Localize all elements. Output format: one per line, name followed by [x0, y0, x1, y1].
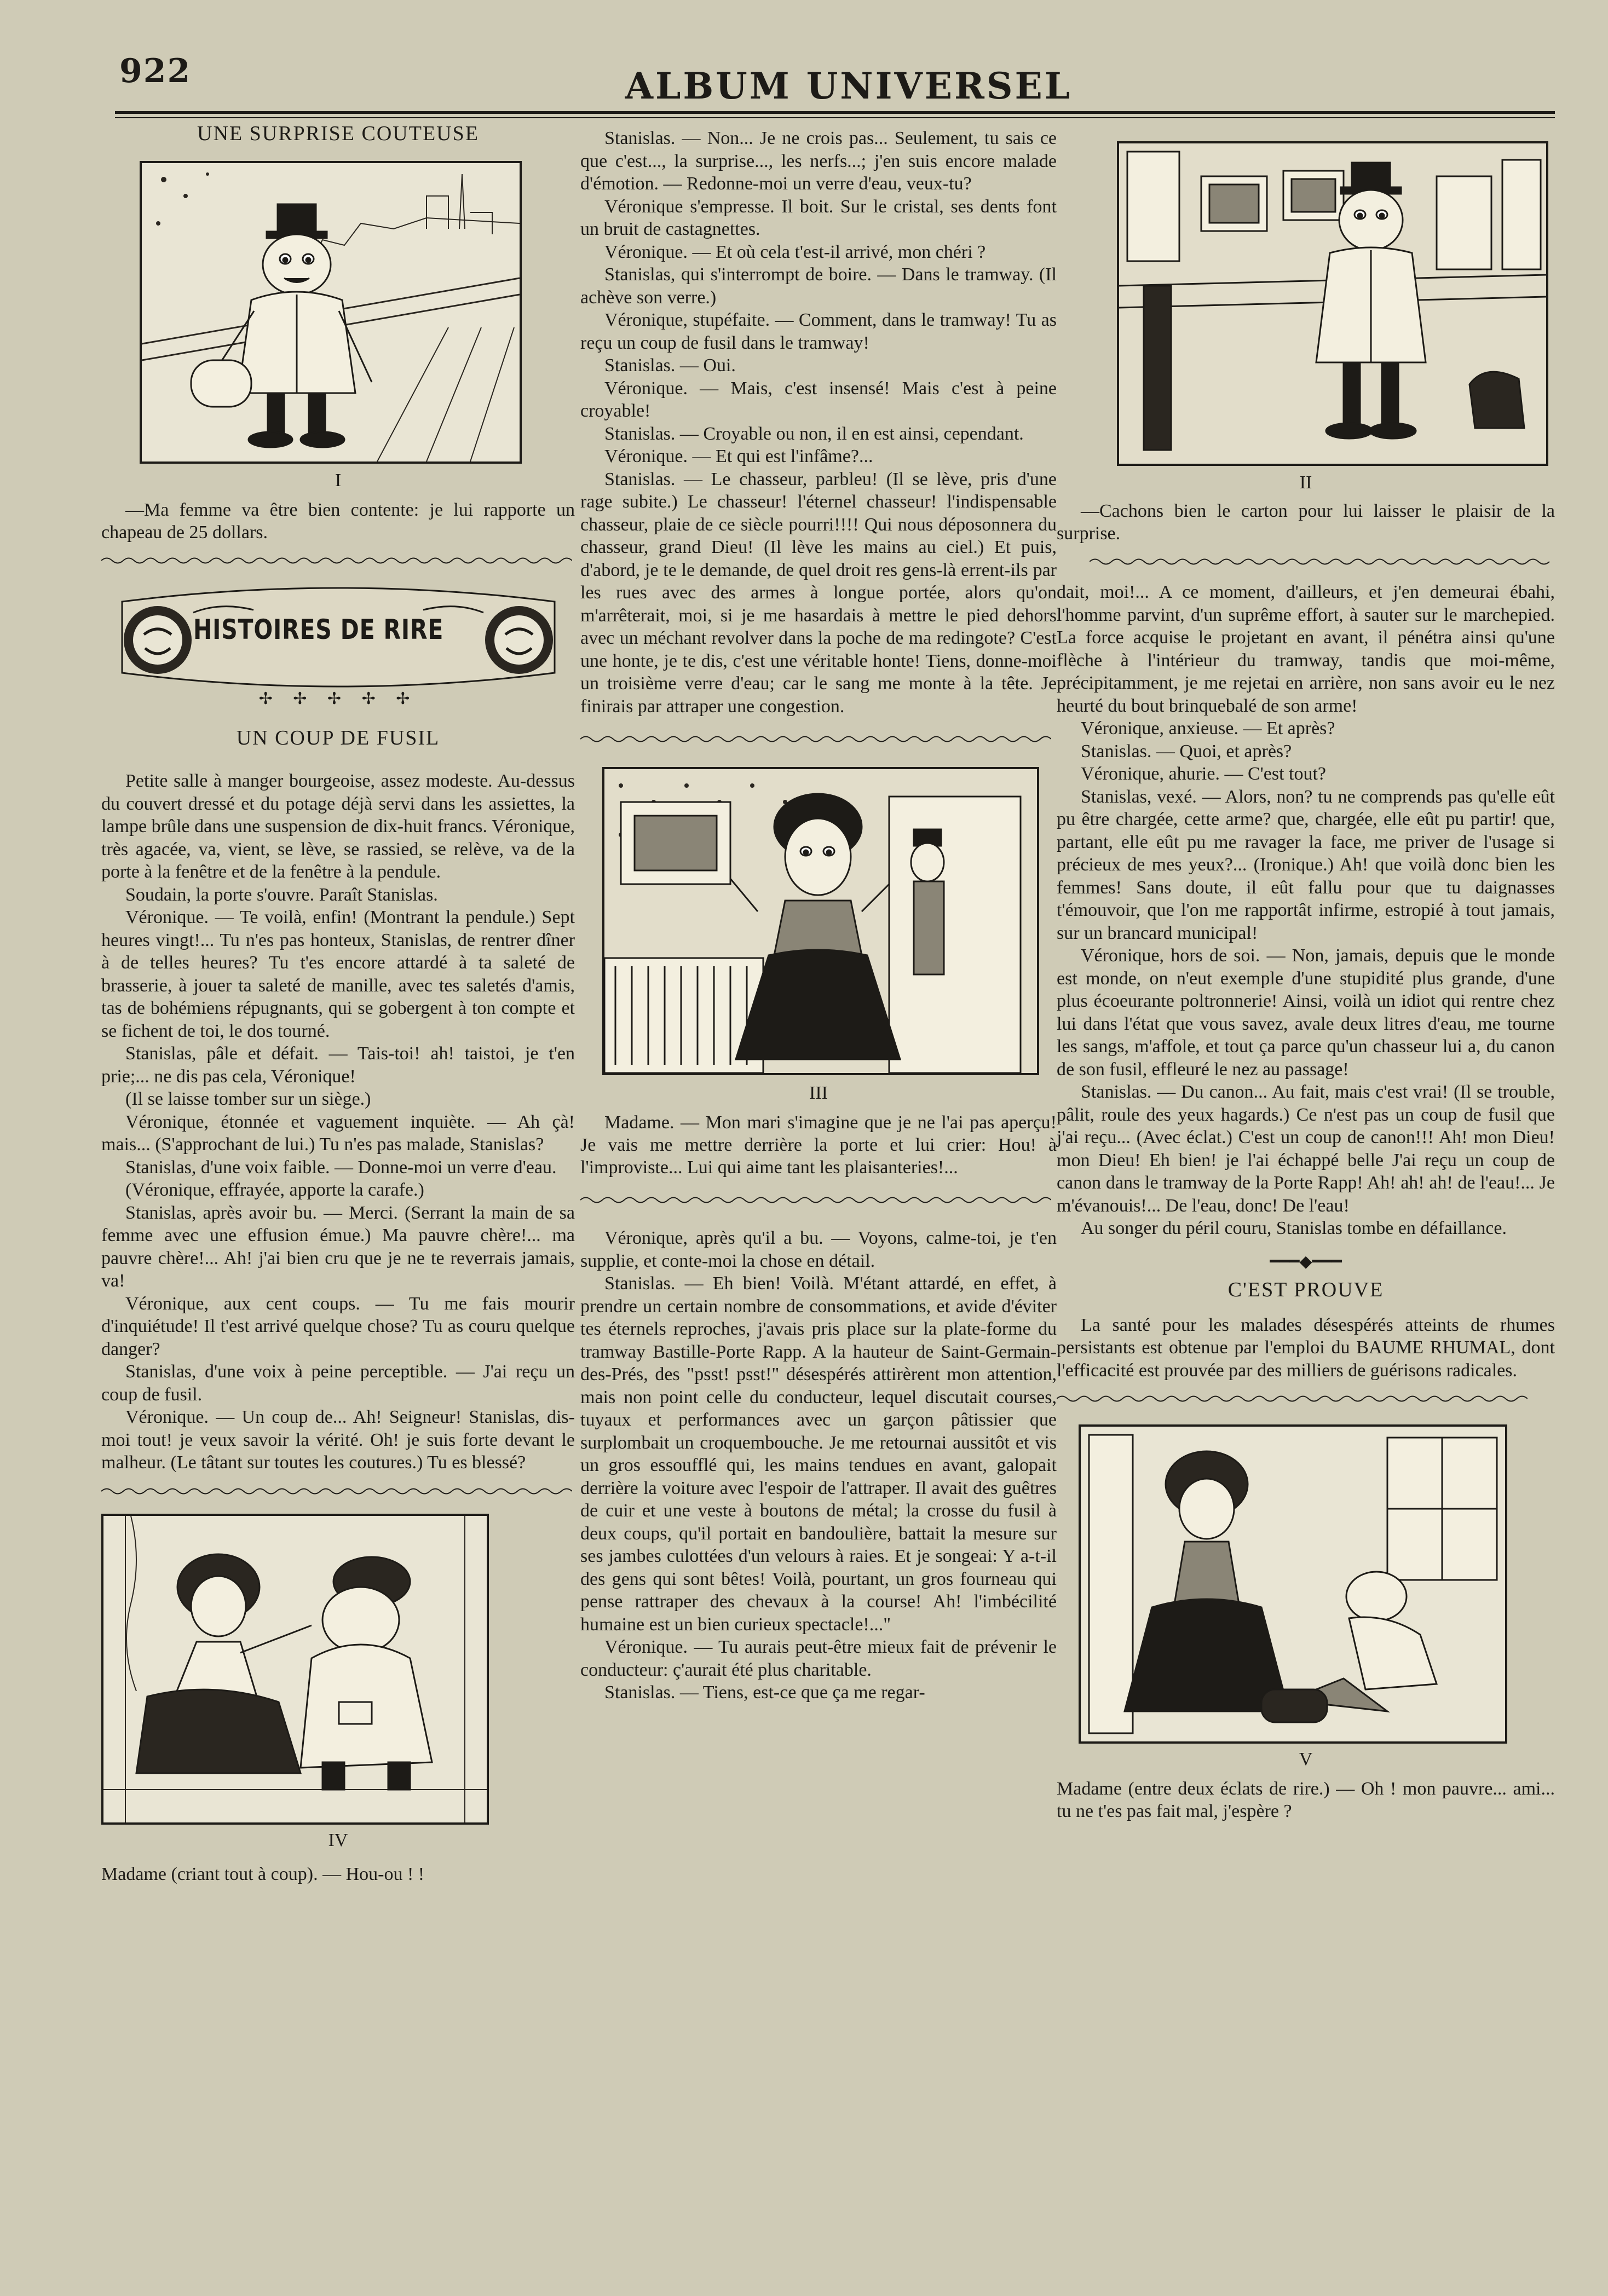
story-paragraph: Stanislas, après avoir bu. — Merci. (Serrant la main de sa femme avec une effusion émue.) Ma pauvre chère!... ma pauvre chère!... Ah! j'ai bien cru que je ne te reverrais jamais, va! [101, 1202, 575, 1291]
story-paragraph: Stanislas, d'une voix à peine perceptible. — J'ai reçu un coup de fusil. [101, 1362, 575, 1405]
story-paragraph: Stanislas. — Non... Je ne crois pas... Seulement, tu sais ce que c'est..., la surprise..., les nerfs...; j'en suis encore malade d'émotion. — Redonne-moi un verre d'eau, veux-tu? [580, 128, 1057, 194]
wavy-divider [101, 1486, 572, 1496]
story-paragraph: Stanislas. — Le chasseur, parbleu! (Il se lève, pris d'une rage subite.) Le chasseur! l'éternel chasseur! l'indispensable chasseur, plaie de ce siècle pourri!!!! Qui nous déposonnera du chasseur, grand Dieu! (Il lève les mains au ciel.) Et puis, d'abord, je te le demande, de quel droit res gens-là errent-ils par les rues avec des armes à longue portée, alors qu'on m'arrêterait, moi, si je me hasardais à mettre le pied dehors avec un méchant revolver dans la poche de ma redingote? C'est une honte, je te dis, c'est une véritable honte! Tiens, donne-moi un troisième verre d'eau; car le sang me monte à la tête. Je finirais par attraper une congestion. [580, 469, 1057, 717]
surprise-title: UNE SURPRISE COUTEUSE [197, 122, 479, 145]
story-paragraph: Stanislas, d'une voix faible. — Donne-moi un verre d'eau. [125, 1157, 557, 1178]
story-paragraph: Stanislas, pâle et défait. — Tais-toi! ah! taistoi, je t'en prie;... ne dis pas cela, Véronique! [101, 1043, 575, 1087]
column-3 [1057, 141, 1555, 1822]
story-paragraph: (Il se laisse tomber sur un siège.) [125, 1089, 371, 1109]
prouve-text: La santé pour les malades désespérés atteints de rhumes persistants est obtenue par l'emploi du BAUME RHUMAL, dont l'efficacité est prouvée par des milliers de guérisons radicales. [1057, 1314, 1555, 1381]
story-paragraph: Stanislas. — Du canon... Au fait, mais c'est vrai! (Il se trouble, pâlit, roule des yeux hagards.) Ce n'est pas un coup de fusil que j'ai reçu... (Avec éclat.) C'est un coup de canon!!! Ah! mon Dieu! mon Dieu! Eh bien! je l'ai échappé belle J'ai reçu un coup de canon dans le tramway de la Porte Rapp! Ah! ah! ah! de l'eau!... Je m'évanouis!... De l'eau, donc! De l'eau! [1057, 1082, 1555, 1216]
fig2-number: II [1299, 472, 1312, 493]
page-number: 922 [119, 52, 192, 90]
story-title: UN COUP DE FUSIL [236, 726, 440, 749]
story-paragraph: Véronique, stupéfaite. — Comment, dans le tramway! Tu as reçu un coup de fusil dans le tramway! [580, 310, 1057, 353]
prouve-title: C'EST PROUVE [1227, 1278, 1384, 1301]
wavy-divider [580, 1195, 1051, 1205]
fig2-caption: —Cachons bien le carton pour lui laisser le plaisir de la surprise. [1057, 501, 1555, 544]
story-paragraph: Stanislas. — Tiens, est-ce que ça me regar- [604, 1682, 925, 1703]
illustration-5-drawing [1081, 1427, 1505, 1741]
story-paragraph: dait, moi!... A ce moment, d'ailleurs, et j'en demeurai ébahi, l'homme parvint, d'un suprême effort, à sauter sur le marchepied. La force acquise le projetant en avant, il pénétra ainsi qu'une flèche à l'intérieur du tramway, tandis que moi-même, précipitamment, je me rejetai en arrière, non sans avoir eu le nez heurté du bout brinquebalé de son arme! [1057, 582, 1555, 716]
ornament-divider: ━━━◆━━━ [1270, 1251, 1342, 1271]
story-paragraph: Véronique. — Un coup de... Ah! Seigneur! Stanislas, dis-moi tout! je veux savoir la vérité. Oh! je suis forte devant le malheur. (Le tâtant sur toutes les coutures.) Tu es blessé? [101, 1407, 575, 1473]
story-paragraph: Stanislas. — Croyable ou non, il en est ainsi, cependant. [604, 423, 1024, 444]
story-paragraph: Véronique. — Tu aurais peut-être mieux fait de prévenir le conducteur: ç'aurait été plus charitable. [580, 1637, 1057, 1680]
illustration-5 [1079, 1424, 1507, 1744]
illustration-1 [140, 161, 522, 464]
story-paragraph: Véronique. — Te voilà, enfin! (Montrant la pendule.) Sept heures vingt!... Tu n'es pas honteux, Stanislas, de rentrer dîner à de telles heures? Tu t'es encore attardé à ta saleté de brasserie, à jouer ta saleté de manille, avec tes saletés d'amis, tas de bohémiens répugnants, qui se gobergent à ton compte et se fichent de toi, le dos tourné. [101, 907, 575, 1041]
column-2 [580, 127, 1057, 1704]
fig4-caption: Madame (criant tout à coup). — Hou-ou ! ! [101, 1864, 425, 1884]
wavy-divider [1057, 1394, 1528, 1404]
story-paragraph: Véronique, anxieuse. — Et après? [1081, 718, 1335, 739]
story-paragraph: Stanislas. — Eh bien! Voilà. M'étant attardé, en effet, à prendre un certain nombre de consommations, et avide d'éviter tes éternels reproches, j'avais pris place sur la plate-forme du tramway Bastille-Porte Rapp. A la hauteur de Saint-Germain-des-Prés, des "psst! psst!" désespérés attirèrent mon attention, mais non point celle du conducteur, lequel discutait courses, tuyaux et performances avec un garçon pâtissier que surplombait un croquembouche. Je me retournai aussitôt et vis un gros essoufflé qui, les mains tendues en avant, galopait derrière la voiture avec l'espoir de l'attraper. Il avait des guêtres de cuir et une veste à boutons de métal; la crosse du fusil à deux coups, qu'il portait en bandoulière, battait la mesure sur ses jambes culottées d'un velours à raies. Et je songeai: Y a-t-il des gens qui sont bêtes! Voilà, pourtant, un gros fourneau qui pense rattraper des chevaux à la course! Ah! l'imbécilité humaine est un bien curieux spectacle!..." [580, 1273, 1057, 1635]
story-paragraph: Véronique. — Mais, c'est insensé! Mais c'est à peine croyable! [580, 378, 1057, 421]
fig3-number: III [809, 1083, 828, 1103]
story-paragraph: Stanislas, qui s'interrompt de boire. — Dans le tramway. (Il achève son verre.) [580, 264, 1057, 308]
fig5-caption: Madame (entre deux éclats de rire.) — Oh ! mon pauvre... ami... tu ne t'es pas fait mal, j'espère ? [1057, 1779, 1555, 1821]
story-paragraph: Stanislas. — Oui. [604, 355, 736, 376]
header-rule-thin [115, 117, 1555, 118]
banner-stars: ✢ ✢ ✢ ✢ ✢ [258, 689, 418, 708]
illustration-2 [1117, 141, 1548, 466]
illustration-3 [602, 767, 1039, 1075]
banner-title: HISTOIRES DE RIRE [193, 614, 443, 645]
story-paragraph: Au songer du péril couru, Stanislas tombe en défaillance. [1081, 1218, 1507, 1238]
fig1-number: I [335, 470, 342, 491]
fig3-caption: Madame. — Mon mari s'imagine que je ne l'ai pas aperçu! Je vais me mettre derrière la porte et lui crier: Hou! à l'improviste... Lui qui aime tant les plaisanteries!... [580, 1112, 1057, 1178]
story-paragraph: Véronique s'empresse. Il boit. Sur le cristal, ses dents font un bruit de castagnettes. [580, 196, 1057, 239]
story-paragraph: Stanislas, vexé. — Alors, non? tu ne comprends pas qu'elle eût pu être chargée, cette arme? que, chargée, elle eût pu partir! que, partant, elle eût pu me ravager la face, me priver de l'usage si précieux de mes yeux?... (Ironique.) Ah! que voilà donc bien les femmes! Sans doute, il eût fallu pour que tu daignasses t'émouvoir, que l'on me rapportât infirme, estropié à tout jamais, sur un brancard municipal! [1057, 786, 1555, 943]
fig1-caption: —Ma femme va être bien contente: je lui rapporte un chapeau de 25 dollars. [101, 500, 575, 543]
masthead: ALBUM UNIVERSEL [625, 65, 1073, 107]
fig4-number: IV [328, 1830, 348, 1850]
wavy-divider [101, 556, 572, 566]
wavy-divider [580, 734, 1051, 744]
story-paragraph: Véronique, après qu'il a bu. — Voyons, calme-toi, je t'en supplie, et conte-moi la chose en détail. [580, 1228, 1057, 1271]
story-paragraph: Véronique, ahurie. — C'est tout? [1081, 764, 1327, 784]
histoires-banner [111, 580, 566, 689]
story-paragraph: Stanislas. — Quoi, et après? [1081, 741, 1292, 762]
story-paragraph: Véronique. — Et qui est l'infâme?... [604, 446, 873, 466]
wavy-divider [1090, 557, 1560, 567]
illustration-2-drawing [1119, 143, 1546, 464]
story-paragraph: Petite salle à manger bourgeoise, assez modeste. Au-dessus du couvert dressé et du potage déjà servi dans les assiettes, la lampe brûle dans une suspension de dix-huit francs. Véronique, très agacée, va, vient, se lève, se rassied, se relève, va de la porte à la fenêtre et de la fenêtre à la pendule. [101, 771, 575, 882]
story-paragraph: Soudain, la porte s'ouvre. Paraît Stanislas. [125, 884, 438, 905]
story-paragraph: Véronique, étonnée et vaguement inquiète. — Ah çà! mais... (S'approchant de lui.) Tu n'es pas malade, Stanislas? [101, 1111, 575, 1155]
story-paragraph: (Véronique, effrayée, apporte la carafe.) [125, 1180, 424, 1200]
story-paragraph: Véronique. — Et où cela t'est-il arrivé, mon chéri ? [604, 241, 986, 262]
story-paragraph: Véronique, hors de soi. — Non, jamais, depuis que le monde est monde, on n'eut exemple d'une stupidité plus grande, d'une plus écoeurante poltronnerie! Ainsi, voilà un idiot qui rentre chez lui dans l'état que vous savez, avale deux litres d'eau, me tourne les sangs, m'affole, et tout ça parce qu'un chasseur lui a, du canon de son fusil, effleuré le nez au passage! [1057, 945, 1555, 1080]
illustration-3-drawing [604, 769, 1037, 1073]
illustration-4 [101, 1514, 489, 1825]
header-rule [115, 111, 1555, 114]
column-1 [101, 122, 575, 1885]
illustration-1-drawing [142, 163, 520, 461]
story-paragraph: Véronique, aux cent coups. — Tu me fais mourir d'inquiétude! Il t'est arrivé quelque chose? Tu as couru quelque danger? [101, 1293, 575, 1359]
illustration-4-drawing [103, 1516, 487, 1822]
fig5-number: V [1299, 1749, 1313, 1769]
